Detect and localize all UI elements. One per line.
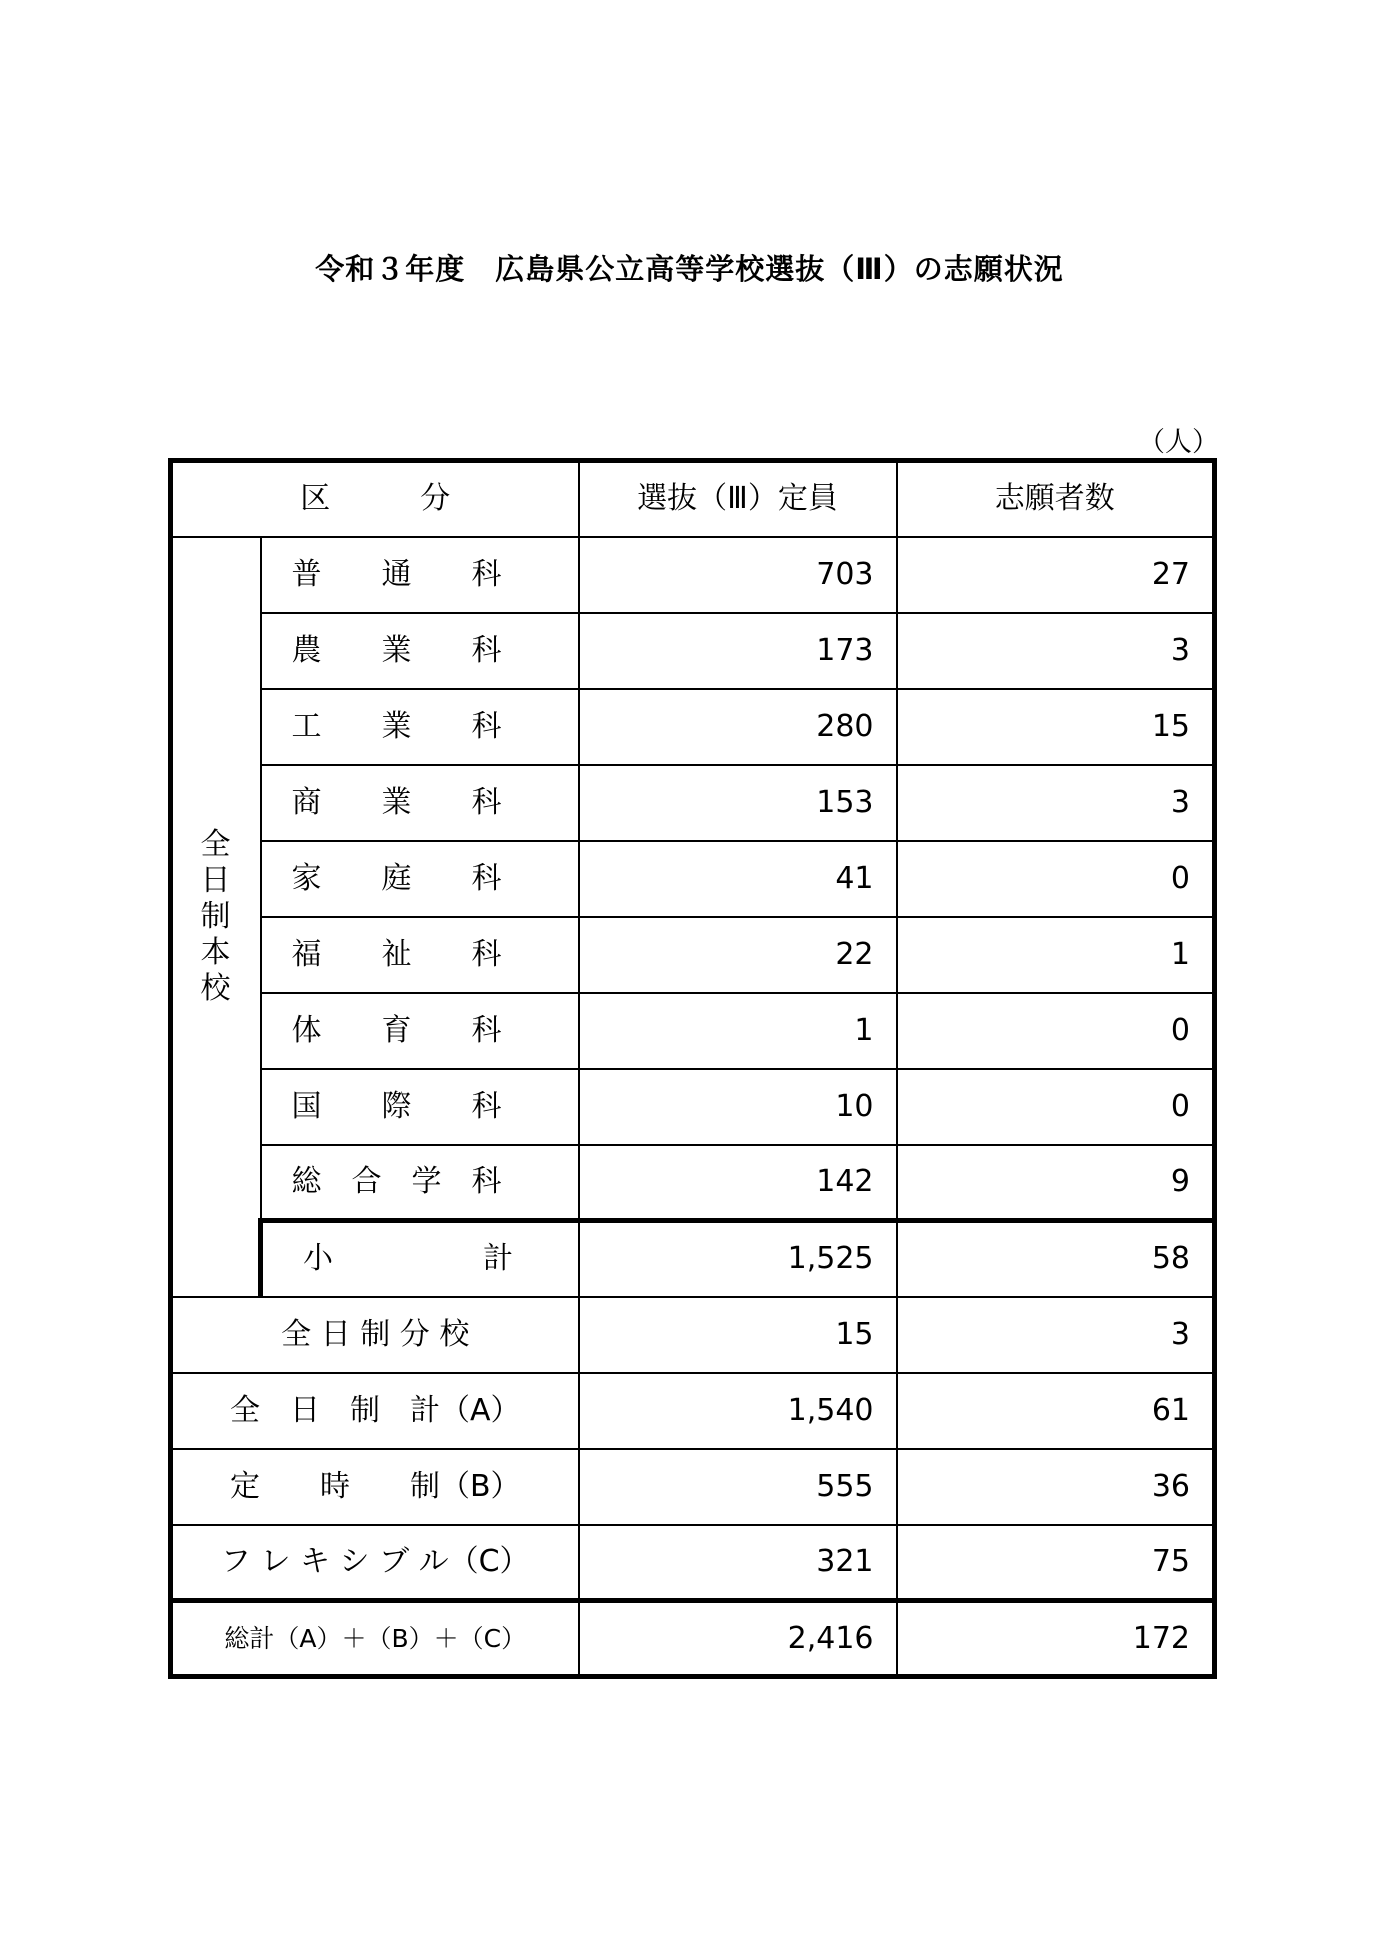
grand-total-capacity: 2,416 — [579, 1601, 897, 1677]
header-capacity: 選抜（Ⅲ）定員 — [579, 461, 897, 537]
department-capacity: 142 — [579, 1145, 897, 1221]
grand-total-label: 総計（A）＋（B）＋（C） — [171, 1601, 579, 1677]
table-row — [171, 841, 1215, 917]
table-row — [171, 1069, 1215, 1145]
fulltime-total-label: 全 日 制 計（A） — [171, 1373, 579, 1449]
header-category: 区 分 — [171, 461, 579, 537]
department-name: 家 庭 科 — [261, 841, 579, 917]
department-capacity: 280 — [579, 689, 897, 765]
fulltime-total-capacity: 1,540 — [579, 1373, 897, 1449]
department-capacity: 703 — [579, 537, 897, 613]
department-applicants: 3 — [897, 765, 1215, 841]
table-row — [171, 613, 1215, 689]
header-row — [171, 461, 1215, 537]
fulltime-total-row — [171, 1373, 1215, 1449]
department-applicants: 1 — [897, 917, 1215, 993]
parttime-capacity: 555 — [579, 1449, 897, 1525]
flexible-capacity: 321 — [579, 1525, 897, 1601]
parttime-label: 定 時 制（B） — [171, 1449, 579, 1525]
department-applicants: 0 — [897, 993, 1215, 1069]
grand-total-row — [171, 1601, 1215, 1677]
parttime-row — [171, 1449, 1215, 1525]
department-capacity: 22 — [579, 917, 897, 993]
department-applicants: 9 — [897, 1145, 1215, 1221]
branch-capacity: 15 — [579, 1297, 897, 1373]
table-row — [171, 689, 1215, 765]
table-row — [171, 993, 1215, 1069]
department-name: 総 合 学 科 — [261, 1145, 579, 1221]
department-applicants: 0 — [897, 1069, 1215, 1145]
subtotal-label: 小 計 — [261, 1221, 579, 1297]
unit-label: （人） — [1138, 427, 1219, 458]
subtotal-capacity: 1,525 — [579, 1221, 897, 1297]
department-name: 農 業 科 — [261, 613, 579, 689]
department-capacity: 10 — [579, 1069, 897, 1145]
application-status-table — [168, 458, 1217, 1679]
table-row — [171, 765, 1215, 841]
department-applicants: 0 — [897, 841, 1215, 917]
parttime-applicants: 36 — [897, 1449, 1215, 1525]
branch-row — [171, 1297, 1215, 1373]
department-capacity: 153 — [579, 765, 897, 841]
flexible-row — [171, 1525, 1215, 1601]
fulltime-total-applicants: 61 — [897, 1373, 1215, 1449]
subtotal-applicants: 58 — [897, 1221, 1215, 1297]
department-name: 普 通 科 — [261, 537, 579, 613]
department-capacity: 173 — [579, 613, 897, 689]
flexible-applicants: 75 — [897, 1525, 1215, 1601]
department-applicants: 3 — [897, 613, 1215, 689]
department-name: 体 育 科 — [261, 993, 579, 1069]
department-name: 工 業 科 — [261, 689, 579, 765]
subtotal-row — [171, 1221, 1215, 1297]
department-applicants: 15 — [897, 689, 1215, 765]
group-label-fulltime-main — [171, 537, 261, 1297]
department-capacity: 41 — [579, 841, 897, 917]
group-label-text: 全 日 制 本 校 — [200, 826, 231, 1006]
branch-label: 全 日 制 分 校 — [171, 1297, 579, 1373]
table-row — [171, 917, 1215, 993]
department-name: 国 際 科 — [261, 1069, 579, 1145]
department-applicants: 27 — [897, 537, 1215, 613]
department-name: 商 業 科 — [261, 765, 579, 841]
header-applicants: 志願者数 — [897, 461, 1215, 537]
table-row — [171, 537, 1215, 613]
branch-applicants: 3 — [897, 1297, 1215, 1373]
department-name: 福 祉 科 — [261, 917, 579, 993]
flexible-label: フ レ キ シ ブ ル（C） — [171, 1525, 579, 1601]
department-capacity: 1 — [579, 993, 897, 1069]
page-title: 令和３年度 広島県公立高等学校選抜（Ⅲ）の志願状況 — [315, 252, 1064, 286]
table-row — [171, 1145, 1215, 1221]
grand-total-applicants: 172 — [897, 1601, 1215, 1677]
